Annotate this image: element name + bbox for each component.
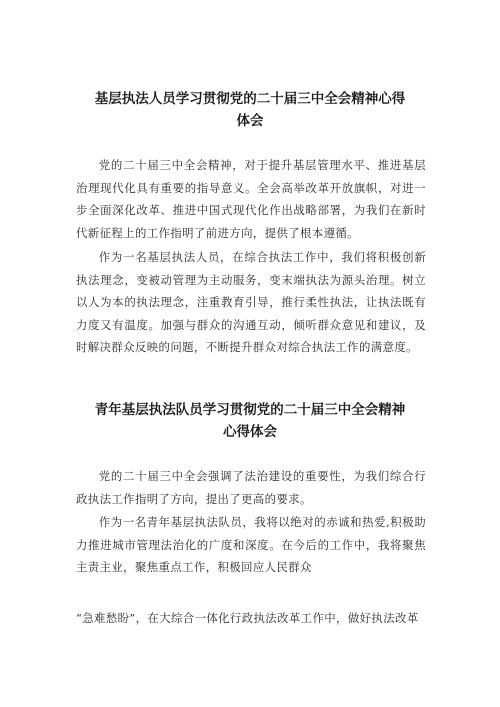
section2-title-line2: 心得体会 xyxy=(223,424,277,440)
section1-paragraph-1: 党的二十届三中全会精神，对于提升基层管理水平、推进基层治理现代化具有重要的指导意义。全会高举改革开放旗帜，对进一步全面深化改革、推进中国式现代化作出战略部署，为我们在新时代新征程上的工作指明了前进方向，提供了根本遵循。 xyxy=(76,158,426,240)
section1-title xyxy=(60,88,440,132)
section1-paragraph-2: 作为一名基层执法人员，在综合执法工作中，我们将积极创新执法理念，变被动管理为主动服务，变末端执法为源头治理。树立以人为本的执法理念，注重教育引导，推行柔性执法，让执法既有力度又有温度。加强与群众的沟通互动，倾听群众意见和建议，及时解决群众反映的问题，不断提升群众对综合执法工作的满意度。 xyxy=(76,250,426,355)
section2-title-line1: 青年基层执法队员学习贯彻党的二十届三中全会精神 xyxy=(94,402,406,418)
section1-title-line1: 基层执法人员学习贯彻党的二十届三中全会精神心得 xyxy=(94,91,406,107)
section2-paragraph-2: 作为一名青年基层执法队员，我将以绝对的赤诚和热爱,积极助力推进城市管理法治化的广度和深度。在今后的工作中，我将聚焦主责主业，聚焦重点工作，积极回应人民群众 xyxy=(76,515,426,575)
section2-paragraph-1: 党的二十届三中全会强调了法治建设的重要性，为我们综合行政执法工作指明了方向，提出了更高的要求。 xyxy=(76,469,426,506)
section2-paragraph-3: “急难愁盼”，在大综合一体化行政执法改革工作中，做好执法改革 xyxy=(76,611,419,625)
section2-title xyxy=(60,399,440,443)
section1-title-line2: 体会 xyxy=(236,113,264,129)
